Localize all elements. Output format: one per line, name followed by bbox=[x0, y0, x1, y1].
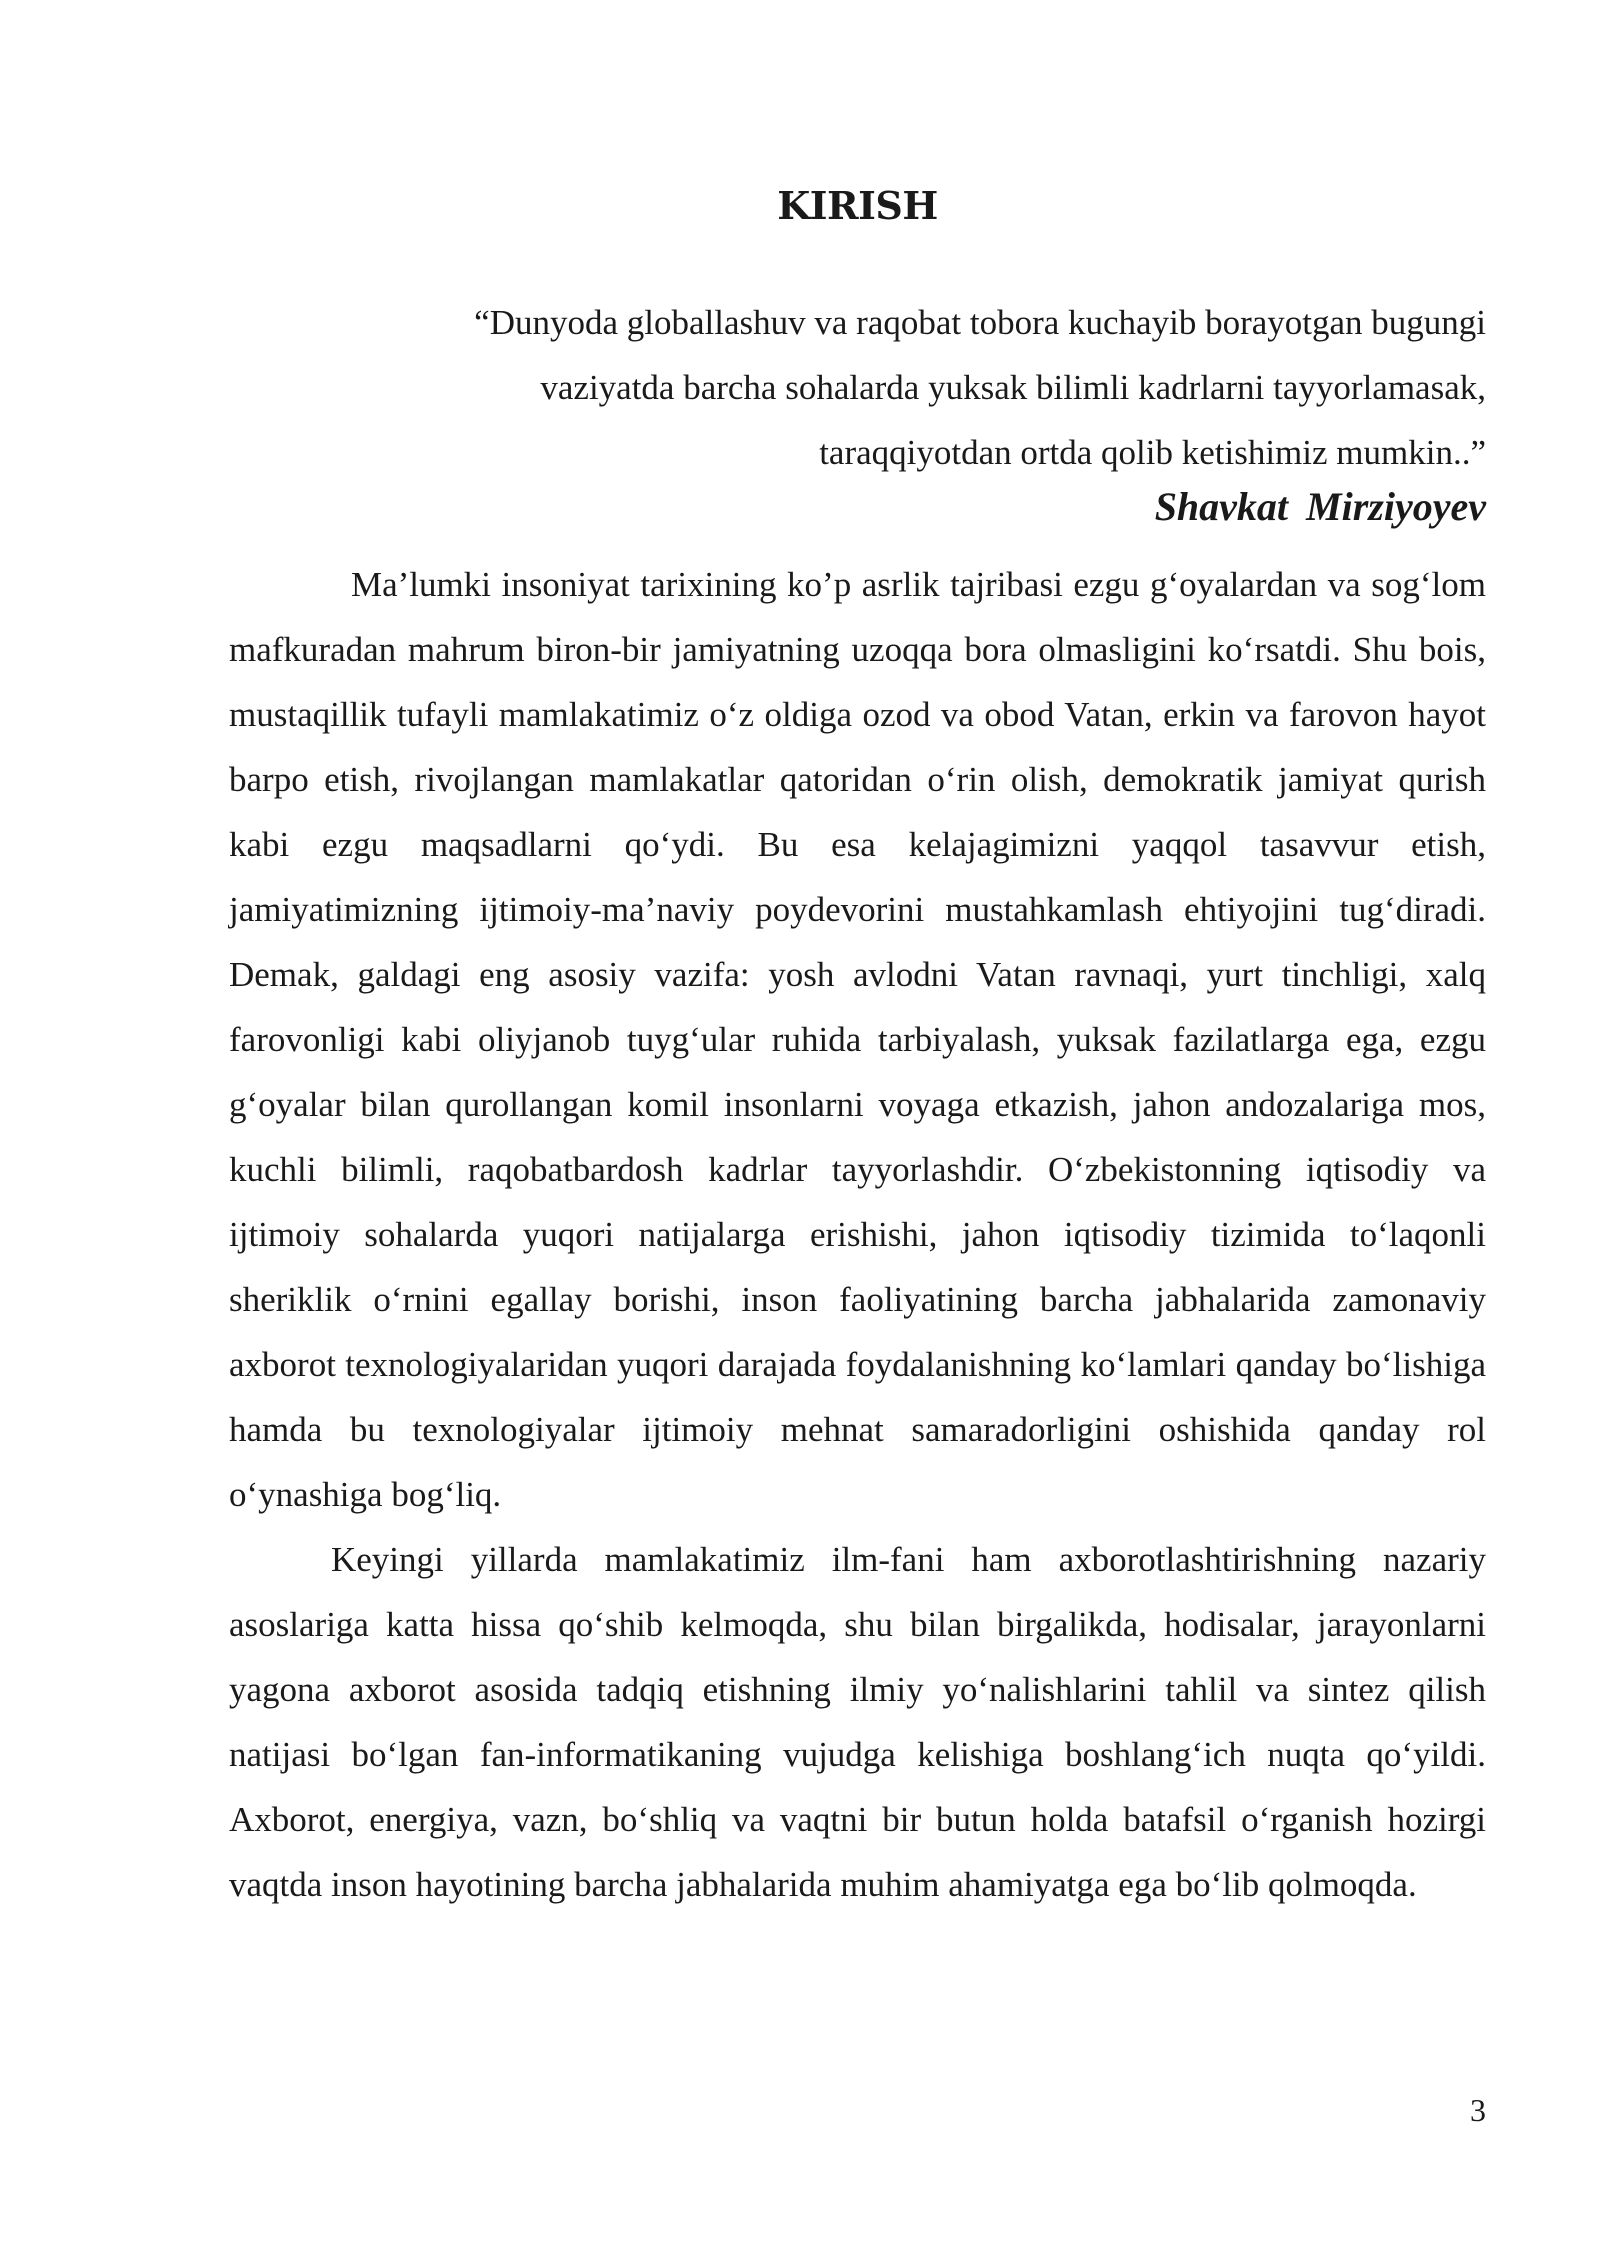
epigraph-line: “Dunyoda globallashuv va raqobat tobora kuchayib borayotgan bugungi bbox=[474, 303, 1486, 342]
body-text bbox=[229, 552, 1486, 1917]
epigraph-quote bbox=[306, 290, 1486, 485]
paragraph: Keyingi yillarda mamlakatimiz ilm-fani ham axborotlashtirishning nazariy asoslariga katta hissa qo‘shib kelmoqda, shu bilan birgalikda, hodisalar, jarayonlarni yagona axborot asosida tadqiq etishning ilmiy yo‘nalishlarini tahlil va sintez qilish natijasi bo‘lgan fan-informatikaning vujudga kelishiga boshlang‘ich nuqta qo‘yildi. Axborot, energiya, vazn, bo‘shliq va vaqtni bir butun holda batafsil o‘rganish hozirgi vaqtda inson hayotining barcha jabhalarida muhim ahamiyatga ega bo‘lib qolmoqda. bbox=[229, 1540, 1486, 1904]
page-title: KIRISH bbox=[777, 183, 938, 228]
page-number: 3 bbox=[1470, 2092, 1486, 2128]
epigraph-line: taraqqiyotdan ortda qolib ketishimiz mumkin..” bbox=[819, 433, 1486, 472]
epigraph-author: Shavkat Mirziyoyev bbox=[1154, 484, 1486, 529]
epigraph-line: vaziyatda barcha sohalarda yuksak bilimli kadrlarni tayyorlamasak, bbox=[540, 368, 1486, 407]
paragraph: Ma’lumki insoniyat tarixining ko’p asrlik tajribasi ezgu g‘oyalardan va sog‘lom mafkuradan mahrum biron-bir jamiyatning uzoqqa bora olmasligini ko‘rsatdi. Shu bois, mustaqillik tufayli mamlakatimiz o‘z oldiga ozod va obod Vatan, erkin va farovon hayot barpo etish, rivojlangan mamlakatlar qatoridan o‘rin olish, demokratik jamiyat qurish kabi ezgu maqsadlarni qo‘ydi. Bu esa kelajagimizni yaqqol tasavvur etish, jamiyatimizning ijtimoiy-ma’naviy poydevorini mustahkamlash ehtiyojini tug‘diradi. Demak, galdagi eng asosiy vazifa: yosh avlodni Vatan ravnaqi, yurt tinchligi, xalq farovonligi kabi oliyjanob tuyg‘ular ruhida tarbiyalash, yuksak fazilatlarga ega, ezgu g‘oyalar bilan qurollangan komil insonlarni voyaga etkazish, jahon andozalariga mos, kuchli bilimli, raqobatbardosh kadrlar tayyorlashdir. O‘zbekistonning iqtisodiy va ijtimoiy sohalarda yuqori natijalarga erishishi, jahon iqtisodiy tizimida to‘laqonli sheriklik o‘rnini egallay borishi, inson faoliyatining barcha jabhalarida zamonaviy axborot texnologiyalaridan yuqori darajada foydalanishning ko‘lamlari qanday bo‘lishiga hamda bu texnologiyalar ijtimoiy mehnat samaradorligini oshishida qanday rol o‘ynashiga bog‘liq. bbox=[229, 565, 1486, 1514]
